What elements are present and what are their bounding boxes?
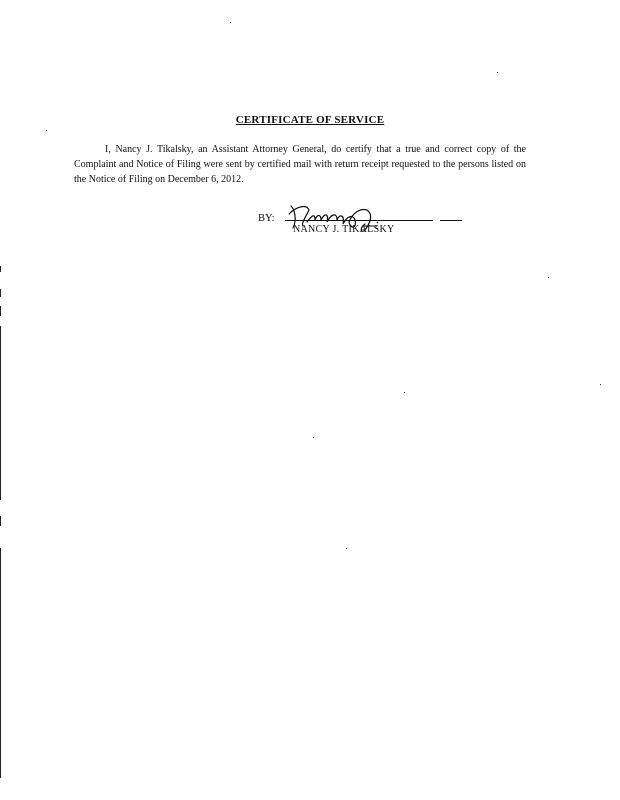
signature-line-tail [440,220,462,221]
document-title: CERTIFICATE OF SERVICE [235,114,385,126]
scan-artifact [0,548,1,778]
scan-speck [548,277,549,278]
scan-speck [497,72,498,73]
signer-name: NANCY J. TIKALSKY [293,224,395,235]
scan-speck [230,22,231,23]
certification-text: I, Nancy J. Tikalsky, an Assistant Attorney General, do certify that a true and correct copy of the Complaint and Notice of Filing were sent by certified mail with return receipt requested to the persons listed on the Notice of Filing on December 6, 2012. [74,144,526,185]
scan-artifact [0,326,1,500]
signature-line [285,220,433,221]
signature-block [258,200,468,245]
scan-speck [346,548,347,549]
scan-artifact [0,306,1,316]
scan-artifact [0,516,1,526]
scan-speck [46,130,47,131]
scan-speck [404,392,405,393]
scan-speck [600,384,601,385]
certification-paragraph [74,142,526,187]
scan-artifact [0,289,1,297]
scan-artifact [0,266,1,272]
scan-speck [313,437,314,438]
by-label: BY: [258,213,275,224]
